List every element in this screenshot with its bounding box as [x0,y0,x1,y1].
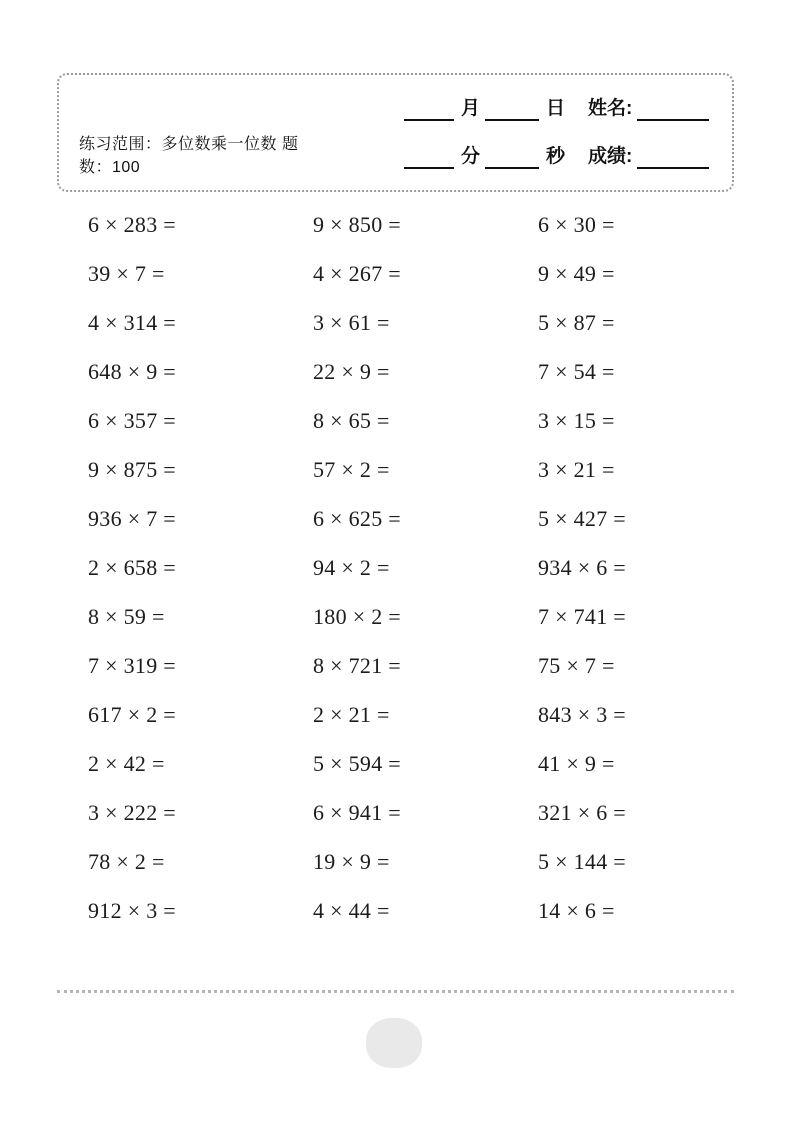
month-label: 月 [461,98,481,119]
math-problem: 4 × 314 = [88,309,177,335]
math-problem: 7 × 54 = [538,358,615,384]
math-problem: 94 × 2 = [313,554,390,580]
math-problem: 9 × 49 = [538,260,615,286]
math-problem: 7 × 319 = [88,652,177,678]
footer-rounded-marker [366,1018,422,1068]
math-problem: 75 × 7 = [538,652,615,678]
month-blank-line [404,103,454,121]
math-problem: 2 × 21 = [313,701,390,727]
math-problem: 3 × 222 = [88,799,177,825]
practice-range-text [79,133,359,179]
math-problem: 8 × 65 = [313,407,390,433]
header-fill-in-area [404,91,719,187]
score-label: 成绩: [588,146,633,167]
second-blank-line [485,151,539,169]
second-label: 秒 [546,146,566,167]
math-problem: 22 × 9 = [313,358,390,384]
math-problem: 4 × 267 = [313,260,402,286]
math-problem: 7 × 741 = [538,603,627,629]
date-name-row [404,91,719,121]
math-problem: 39 × 7 = [88,260,165,286]
time-score-row [404,139,719,169]
math-problem: 4 × 44 = [313,897,390,923]
math-problem: 78 × 2 = [88,848,165,874]
math-problem: 9 × 850 = [313,211,402,237]
minute-label: 分 [461,146,481,167]
math-problem: 41 × 9 = [538,750,615,776]
minute-blank-line [404,151,454,169]
math-problem: 6 × 625 = [313,505,402,531]
math-problem: 6 × 941 = [313,799,402,825]
practice-range-line1: 练习范围：多位数乘一位数 题 [79,136,299,153]
math-problem: 8 × 721 = [313,652,402,678]
math-problem: 8 × 59 = [88,603,165,629]
math-problem: 6 × 283 = [88,211,177,237]
day-blank-line [485,103,539,121]
name-label: 姓名: [588,98,633,119]
math-problem: 57 × 2 = [313,456,390,482]
day-label: 日 [546,98,566,119]
math-problem: 912 × 3 = [88,897,177,923]
math-problem: 648 × 9 = [88,358,177,384]
math-problem: 2 × 658 = [88,554,177,580]
worksheet-header-box [57,73,734,192]
math-problem: 3 × 61 = [313,309,390,335]
math-problem: 3 × 21 = [538,456,615,482]
math-problem: 180 × 2 = [313,603,402,629]
math-problem: 5 × 427 = [538,505,627,531]
math-problem: 5 × 144 = [538,848,627,874]
math-problem: 934 × 6 = [538,554,627,580]
math-problem: 2 × 42 = [88,750,165,776]
math-problem: 9 × 875 = [88,456,177,482]
math-problem: 14 × 6 = [538,897,615,923]
math-problem: 321 × 6 = [538,799,627,825]
math-problem: 5 × 87 = [538,309,615,335]
name-blank-line [637,103,709,121]
problems-grid [88,200,763,935]
math-problem: 936 × 7 = [88,505,177,531]
math-problem: 3 × 15 = [538,407,615,433]
math-problem: 843 × 3 = [538,701,627,727]
math-problem: 617 × 2 = [88,701,177,727]
math-problem: 19 × 9 = [313,848,390,874]
score-blank-line [637,151,709,169]
dotted-separator-line [57,990,734,993]
practice-range-line2: 数：100 [79,159,141,176]
math-problem: 5 × 594 = [313,750,402,776]
math-problem: 6 × 357 = [88,407,177,433]
math-problem: 6 × 30 = [538,211,615,237]
